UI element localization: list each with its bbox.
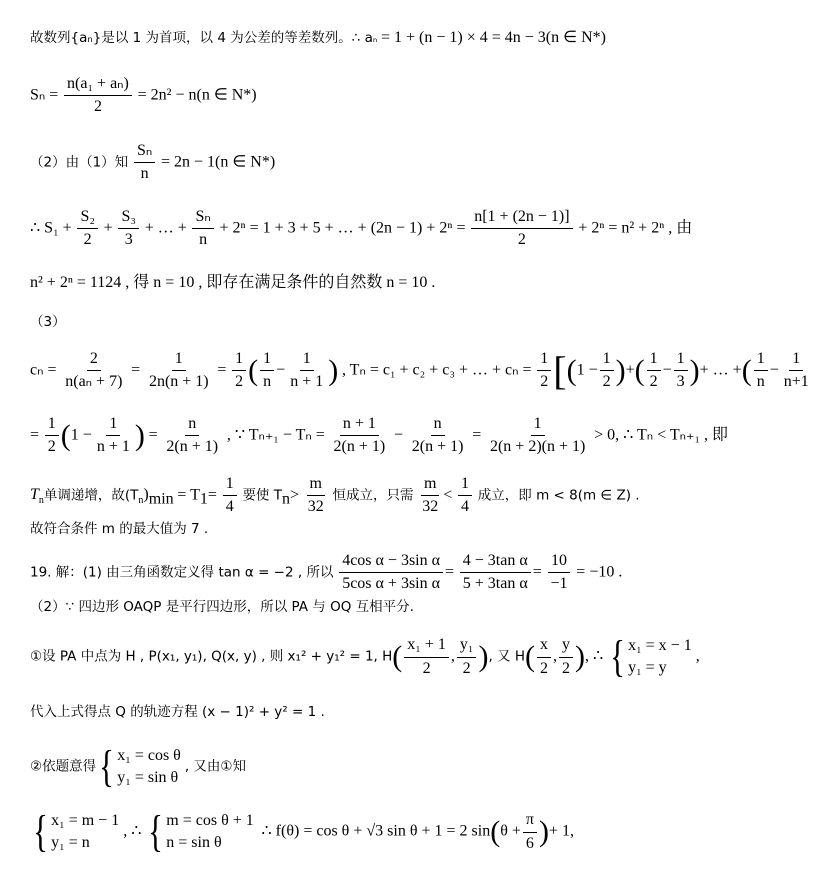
line-13: ①设 PA 中点为 H , P(x₁, y₁), Q(x, y) , 则 x₁² + y₁² = 1, H( $\frac{\text{x₁ + 1}}{2}$ , $\frac{\text{y₁}}{2}$ ), 又 H( $\frac{x}{2}$ , $\frac{y}{2}$ ), ∴ { x₁ = x − 1 y₁ = y , [30,632,700,681]
line-16: { x₁ = m − 1 y₁ = n , ∴ { m = cos θ + 1 n = sin θ ∴ f(θ) = cos θ + √3 sin θ + 1 = 2 sin(θ + $\frac{\pi}{6}$ )+ 1, [33,807,574,856]
frac-sn2: $\frac{\text{Sₙ}}{n}$ [192,208,213,250]
formula-sum-tail: + 2ⁿ = n² + 2ⁿ , 由 [578,219,693,237]
text-seq-desc: }是以 1 为首项，以 4 为公差的等差数列。∴ a [92,30,373,46]
text-seq-intro: 故数列{a [30,30,88,46]
line-5 [30,275,435,291]
line-4: ∴ S₁ + $\frac{\text{S₂}}{2}$ + $\frac{\text{S₃}}{3}$ + … + $\frac{\text{Sₙ}}{n}$ + 2ⁿ = 1 + 3 + 5 + … + (2n − 1) + 2ⁿ = $\frac{n[1 + (2n - 1)]}{2}$ + 2ⁿ = n² + 2ⁿ , 由 [30,208,693,249]
line-2 [30,75,257,117]
line-1: 故数列{aₙ}是以 1 为首项，以 4 为公差的等差数列。∴ aₙ = 1 + (n − 1) × 4 = 4n − 3(n ∈ N*) [30,29,606,46]
frac-half: $\frac{1}{2}$ [232,350,246,392]
frac-sum: $\frac{n[1 + (2n - 1)]}{2}$ [471,208,572,250]
system-4: m = cos θ + 1 n = sin θ [166,812,254,851]
label-cn: cₙ = [30,361,57,379]
line-8: = $\frac{1}{2}$ (1 − $\frac{1}{n + 1}$ ) = $\frac{n}{2(n + 1)}$ , ∵ Tₙ₊₁ − Tₙ = $\frac{n + 1}{2(n + 1)}$ − $\frac{n}{2(n + 1)}$ = $\frac{1}{2(n + 2)(n + 1)}$ > 0, ∴ Tₙ < Tₙ₊₁ , 即 [30,415,729,456]
frac-diff: $\frac{1}{2(n + 2)(n + 1)}$ [489,415,586,456]
line-9: $T_n$单调递增，故$(T_n)_{min} = T_1=$ $\frac{1}{4}$ 要使 $T_n>$ $\frac{m}{32}$ 恒成立，只需 $\frac{m}{32}$ < $\frac{1}{4}$ 成立，即 m < 8(m ∈ Z) . [30,475,640,516]
formula-f-theta: ∴ f(θ) = cos θ + √3 sin θ + 1 = 2 sin [261,822,491,840]
frac-tn: $\frac{n}{2(n + 1)}$ [166,415,219,456]
formula-1124: n² + 2ⁿ = 1124 , 得 n = 10 , 即存在满足条件的自然数 n = 10 . [30,274,436,291]
frac-s3: $\frac{\text{S₃}}{3}$ [118,208,138,250]
text-q19: 19. 解：(1) 由三角函数定义得 tan α = −2 , 所以 [30,564,334,581]
formula-an: = 1 + (n − 1) × 4 = 4n − 3(n ∈ N*) [381,29,606,46]
line-10 [30,522,208,537]
text-max-m: 故符合条件 m 的最大值为 7 . [30,521,209,537]
line-15: ②依题意得{ x₁ = cos θ y₁ = sin θ , 又由①知 [30,742,247,791]
label-sn: Sₙ = [30,86,59,104]
formula-tn: , Tₙ = c₁ + c₂ + c₃ + … + cₙ = [341,361,532,379]
frac-cn: $\frac{2}{\text{n(aₙ + 7)}}$ [65,350,123,391]
frac-cn2: $\frac{1}{2n(n + 1)}$ [148,350,209,391]
text-increasing: > 0, ∴ Tₙ < Tₙ₊₁ , 即 [594,426,729,444]
frac-s2: $\frac{\text{S₂}}{2}$ [77,208,97,250]
line-12 [30,600,414,615]
system-3: x₁ = m − 1 y₁ = n [51,812,120,851]
text-diff: , ∵ Tₙ₊₁ − Tₙ = [226,426,325,444]
label-part2: （2）由（1）知 [30,154,129,171]
formula-sn: = 2n² − n(n ∈ N*) [137,86,257,104]
system-2: x₁ = cos θ y₁ = sin θ [117,747,181,786]
frac-sn: $\frac{\text{n(a₁ + aₙ)}}{2}$ [64,75,132,117]
line-7: cₙ = $\frac{2}{\text{n(aₙ + 7)}}$ = $\frac{1}{2n(n + 1)}$ = $\frac{1}{2}$ ( $\frac{1}{n}$ − $\frac{1}{n + 1}$ ) , Tₙ = c₁ + c₂ + c₃ + … + cₙ = $\frac{1}{2}$ [(1 − $\frac{1}{2}$ )+( $\frac{1}{2}$ − $\frac{1}{3}$ )+ … +( $\frac{1}{n}$ − $\frac{1}{n+1}$ [30,347,809,393]
label-part3: （3） [30,314,66,330]
line-11: 19. 解：(1) 由三角函数定义得 tan α = −2 , 所以 $\frac{\text{4cos α − 3sin α}}{\text{5cos α + 3sin α}}$ = $\frac{\text{4 − 3tan α}}{\text{5 + 3tan α}}$ = $\frac{10}{-1}$ = −10 . [30,552,623,593]
line-6 [30,315,66,330]
system-1: x₁ = x − 1 y₁ = y [628,637,692,676]
line-3 [30,142,275,184]
line-14 [30,705,325,720]
formula-sn-over-n: = 2n − 1(n ∈ N*) [160,153,276,171]
text-parallelogram: （2）∵ 四边形 OAQP 是平行四边形，所以 PA 与 OQ 互相平分. [30,599,414,615]
formula-sum: + 2ⁿ = 1 + 3 + 5 + … + (2n − 1) + 2ⁿ = [219,219,466,237]
text-s1: ∴ S₁ + [30,219,72,237]
text-locus: 代入上式得点 Q 的轨迹方程 (x − 1)² + y² = 1 . [30,704,325,720]
frac-sn-over-n: $\frac{\text{Sₙ}}{n}$ [134,142,155,184]
